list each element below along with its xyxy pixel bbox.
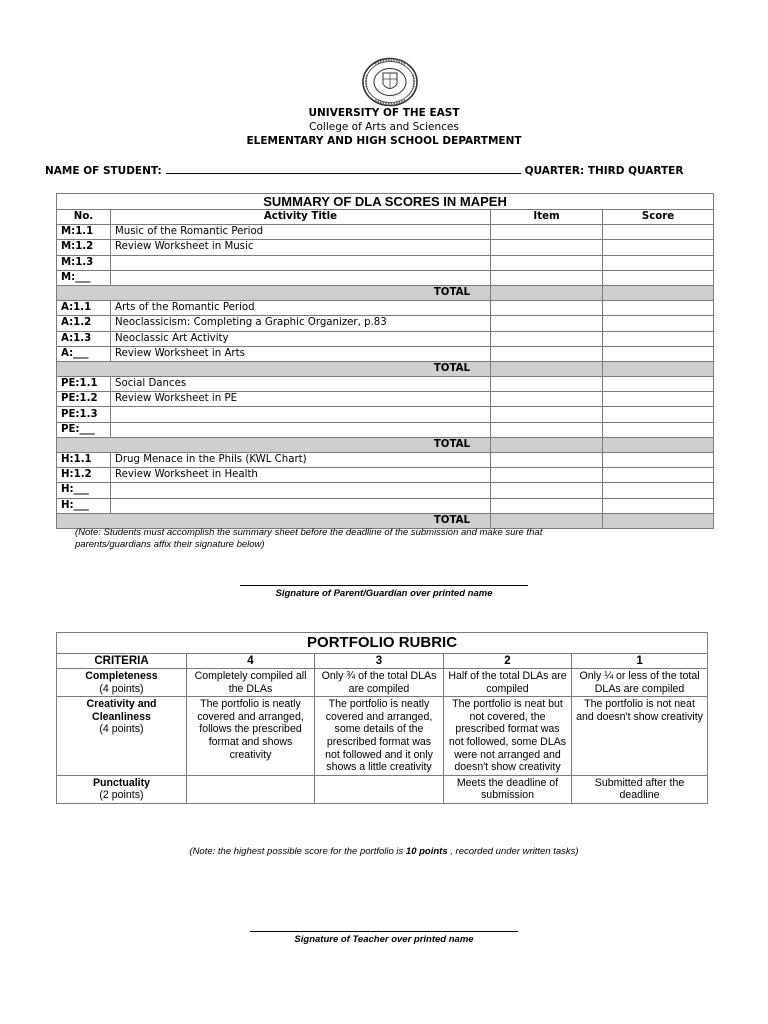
total-label: TOTAL bbox=[57, 513, 491, 528]
university-seal-icon bbox=[361, 57, 419, 107]
rubric-row bbox=[57, 669, 708, 697]
score-cell[interactable] bbox=[603, 468, 714, 483]
teacher-signature-line[interactable] bbox=[250, 931, 518, 932]
dla-table-title: SUMMARY OF DLA SCORES IN MAPEH bbox=[57, 194, 714, 210]
total-item-cell[interactable] bbox=[491, 437, 603, 452]
table-row bbox=[57, 407, 714, 422]
activity-number: A:1.2 bbox=[57, 316, 111, 331]
table-row bbox=[57, 468, 714, 483]
activity-number: PE:1.1 bbox=[57, 377, 111, 392]
item-cell[interactable] bbox=[491, 301, 603, 316]
total-label: TOTAL bbox=[57, 285, 491, 300]
rubric-header-4: 4 bbox=[187, 654, 315, 669]
activity-number: PE:___ bbox=[57, 422, 111, 437]
column-header-item: Item bbox=[491, 210, 603, 225]
score-cell[interactable] bbox=[603, 301, 714, 316]
item-cell[interactable] bbox=[491, 316, 603, 331]
item-cell[interactable] bbox=[491, 468, 603, 483]
total-row bbox=[57, 361, 714, 376]
score-cell[interactable] bbox=[603, 483, 714, 498]
student-info-line bbox=[45, 163, 725, 179]
total-item-cell[interactable] bbox=[491, 361, 603, 376]
activity-title bbox=[111, 483, 491, 498]
rubric-descriptor bbox=[315, 775, 444, 803]
activity-number: PE:1.2 bbox=[57, 392, 111, 407]
item-cell[interactable] bbox=[491, 377, 603, 392]
total-score-cell[interactable] bbox=[603, 361, 714, 376]
score-cell[interactable] bbox=[603, 316, 714, 331]
criteria-points: (4 points) bbox=[99, 682, 144, 695]
teacher-signature-label: Signature of Teacher over printed name bbox=[294, 934, 474, 945]
activity-title bbox=[111, 255, 491, 270]
score-cell[interactable] bbox=[603, 392, 714, 407]
note-text-after: , recorded under written tasks) bbox=[447, 846, 579, 857]
score-cell[interactable] bbox=[603, 270, 714, 285]
activity-title bbox=[111, 270, 491, 285]
table-row bbox=[57, 301, 714, 316]
table-row bbox=[57, 346, 714, 361]
item-cell[interactable] bbox=[491, 270, 603, 285]
activity-title: Neoclassic Art Activity bbox=[111, 331, 491, 346]
score-cell[interactable] bbox=[603, 331, 714, 346]
university-name: UNIVERSITY OF THE EAST bbox=[308, 107, 460, 119]
table-row bbox=[57, 270, 714, 285]
rubric-descriptor: Half of the total DLAs are compiled bbox=[444, 669, 572, 697]
rubric-descriptor: The portfolio is neatly covered and arranged, some details of the prescribed format was not followed and it only shows a little creativity bbox=[315, 697, 444, 776]
activity-number: M:1.2 bbox=[57, 240, 111, 255]
activity-title: Review Worksheet in Music bbox=[111, 240, 491, 255]
rubric-header-3: 3 bbox=[315, 654, 444, 669]
item-cell[interactable] bbox=[491, 331, 603, 346]
item-cell[interactable] bbox=[491, 240, 603, 255]
table-row bbox=[57, 240, 714, 255]
parent-signature-label: Signature of Parent/Guardian over printed name bbox=[275, 588, 493, 599]
table-row bbox=[57, 483, 714, 498]
portfolio-rubric-table bbox=[56, 632, 708, 804]
rubric-title: PORTFOLIO RUBRIC bbox=[57, 633, 708, 654]
score-cell[interactable] bbox=[603, 377, 714, 392]
total-label: TOTAL bbox=[57, 361, 491, 376]
rubric-descriptor: The portfolio is neat but not covered, the prescribed format was not followed, some DLAs were not arranged and doesn't show creativity bbox=[444, 697, 572, 776]
column-header-no: No. bbox=[57, 210, 111, 225]
summary-note bbox=[75, 527, 675, 551]
score-cell[interactable] bbox=[603, 255, 714, 270]
item-cell[interactable] bbox=[491, 483, 603, 498]
criteria-cell bbox=[57, 775, 187, 803]
activity-title bbox=[111, 498, 491, 513]
table-row bbox=[57, 255, 714, 270]
rubric-descriptor: The portfolio is not neat and doesn't show creativity bbox=[572, 697, 708, 776]
table-row bbox=[57, 392, 714, 407]
total-label: TOTAL bbox=[57, 437, 491, 452]
activity-title bbox=[111, 407, 491, 422]
summary-note-line-1: (Note: Students must accomplish the summary sheet before the deadline of the submission and make sure that bbox=[75, 527, 543, 538]
activity-title: Arts of the Romantic Period bbox=[111, 301, 491, 316]
summary-note-line-2: parents/guardians affix their signature below) bbox=[75, 539, 265, 550]
total-score-cell[interactable] bbox=[603, 285, 714, 300]
rubric-descriptor: Completely compiled all the DLAs bbox=[187, 669, 315, 697]
score-cell[interactable] bbox=[603, 422, 714, 437]
total-row bbox=[57, 285, 714, 300]
table-row bbox=[57, 331, 714, 346]
table-row bbox=[57, 225, 714, 240]
total-row bbox=[57, 437, 714, 452]
activity-number: H:___ bbox=[57, 483, 111, 498]
activity-title: Music of the Romantic Period bbox=[111, 225, 491, 240]
activity-number: A:___ bbox=[57, 346, 111, 361]
activity-number: M:___ bbox=[57, 270, 111, 285]
score-cell[interactable] bbox=[603, 407, 714, 422]
activity-number: A:1.1 bbox=[57, 301, 111, 316]
item-cell[interactable] bbox=[491, 225, 603, 240]
student-name-label: NAME OF STUDENT: bbox=[45, 165, 162, 177]
criteria-name: Creativity and Cleanliness bbox=[86, 698, 157, 723]
rubric-descriptor: Submitted after the deadline bbox=[572, 775, 708, 803]
college-name: College of Arts and Sciences bbox=[309, 121, 459, 133]
table-row bbox=[57, 316, 714, 331]
table-row bbox=[57, 498, 714, 513]
total-score-cell[interactable] bbox=[603, 437, 714, 452]
activity-title: Review Worksheet in PE bbox=[111, 392, 491, 407]
criteria-cell bbox=[57, 669, 187, 697]
note-highlight: 10 points bbox=[405, 846, 448, 857]
activity-number: H:1.1 bbox=[57, 453, 111, 468]
rubric-descriptor: The portfolio is neatly covered and arranged, follows the prescribed format and shows creativity bbox=[187, 697, 315, 776]
item-cell[interactable] bbox=[491, 392, 603, 407]
rubric-header-1: 1 bbox=[572, 654, 708, 669]
item-cell[interactable] bbox=[491, 407, 603, 422]
criteria-name: Punctuality bbox=[92, 776, 151, 789]
quarter-label: QUARTER: THIRD QUARTER bbox=[524, 165, 684, 177]
activity-number: PE:1.3 bbox=[57, 407, 111, 422]
table-row bbox=[57, 422, 714, 437]
rubric-header-2: 2 bbox=[444, 654, 572, 669]
activity-title: Drug Menace in the Phils (KWL Chart) bbox=[111, 453, 491, 468]
score-cell[interactable] bbox=[603, 225, 714, 240]
total-item-cell[interactable] bbox=[491, 285, 603, 300]
rubric-row bbox=[57, 775, 708, 803]
rubric-descriptor bbox=[187, 775, 315, 803]
score-cell[interactable] bbox=[603, 453, 714, 468]
item-cell[interactable] bbox=[491, 453, 603, 468]
rubric-descriptor: Meets the deadline of submission bbox=[444, 775, 572, 803]
criteria-cell bbox=[57, 697, 187, 776]
criteria-points: (4 points) bbox=[99, 723, 144, 736]
item-cell[interactable] bbox=[491, 422, 603, 437]
score-cell[interactable] bbox=[603, 346, 714, 361]
activity-title: Review Worksheet in Arts bbox=[111, 346, 491, 361]
column-header-activity-title: Activity Title bbox=[111, 210, 491, 225]
score-cell[interactable] bbox=[603, 240, 714, 255]
activity-number: M:1.3 bbox=[57, 255, 111, 270]
criteria-points: (2 points) bbox=[99, 789, 144, 802]
activity-title: Neoclassicism: Completing a Graphic Organizer, p.83 bbox=[111, 316, 491, 331]
score-cell[interactable] bbox=[603, 498, 714, 513]
item-cell[interactable] bbox=[491, 255, 603, 270]
column-header-score: Score bbox=[603, 210, 714, 225]
department-name: ELEMENTARY AND HIGH SCHOOL DEPARTMENT bbox=[246, 135, 522, 147]
item-cell[interactable] bbox=[491, 498, 603, 513]
rubric-descriptor: Only ¼ or less of the total DLAs are compiled bbox=[572, 669, 708, 697]
note-text-before: (Note: the highest possible score for the portfolio is bbox=[189, 846, 406, 857]
item-cell[interactable] bbox=[491, 346, 603, 361]
table-row bbox=[57, 453, 714, 468]
rubric-row bbox=[57, 697, 708, 776]
parent-signature-line[interactable] bbox=[240, 585, 528, 586]
activity-number: H:1.2 bbox=[57, 468, 111, 483]
student-name-blank[interactable] bbox=[166, 163, 521, 174]
rubric-header-criteria: CRITERIA bbox=[57, 654, 187, 669]
dla-summary-table bbox=[56, 193, 714, 529]
rubric-descriptor: Only ¾ of the total DLAs are compiled bbox=[315, 669, 444, 697]
portfolio-score-note bbox=[0, 846, 768, 857]
table-row bbox=[57, 377, 714, 392]
activity-title bbox=[111, 422, 491, 437]
criteria-name: Completeness bbox=[85, 670, 158, 682]
activity-title: Review Worksheet in Health bbox=[111, 468, 491, 483]
activity-title: Social Dances bbox=[111, 377, 491, 392]
activity-number: M:1.1 bbox=[57, 225, 111, 240]
activity-number: H:___ bbox=[57, 498, 111, 513]
activity-number: A:1.3 bbox=[57, 331, 111, 346]
